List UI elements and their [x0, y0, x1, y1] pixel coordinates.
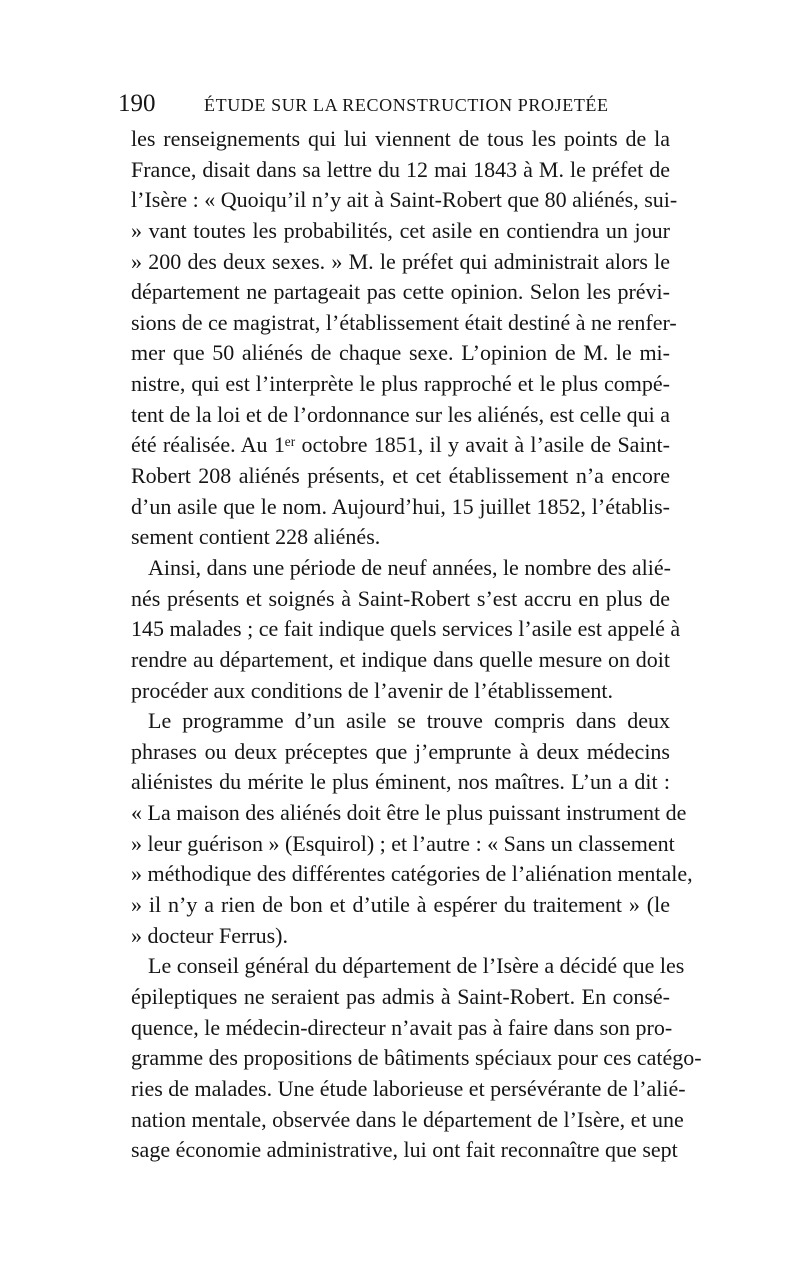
text-line: les renseignements qui lui viennent de tous les points de la [131, 126, 670, 151]
text-line: procéder aux conditions de l’avenir de l’établissement. [131, 677, 613, 703]
text-line: » il n’y a rien de bon et d’utile à espérer du traitement » (le [131, 892, 670, 918]
text-line: » méthodique des différentes catégories de l’aliénation mentale, [131, 861, 693, 887]
running-head [118, 88, 670, 120]
text-line: sage économie administrative, lui ont fait reconnaître que sept [131, 1137, 678, 1163]
text-line: » leur guérison » (Esquirol) ; et l’autre : « Sans un classement [131, 830, 675, 856]
text-line: tent de la loi et de l’ordonnance sur les aliénés, est celle qui a [131, 401, 670, 427]
text-line: ries de malades. Une étude laborieuse et persévérante de l’alié- [131, 1075, 686, 1101]
text-line: Le conseil général du département de l’Isère a décidé que les [148, 953, 685, 979]
text-line: quence, le médecin-directeur n’avait pas à faire dans son pro- [131, 1014, 673, 1040]
text-line: sions de ce magistrat, l’établissement était destiné à ne renfer- [131, 309, 677, 335]
text-line: Le programme d’un asile se trouve compris dans deux [148, 708, 670, 734]
text-line: aliénistes du mérite le plus éminent, nos maîtres. L’un a dit : [131, 769, 670, 795]
text-line: l’Isère : « Quoiqu’il n’y ait à Saint-Robert que 80 aliénés, sui- [131, 187, 678, 213]
text-line: « La maison des aliénés doit être le plus puissant instrument de [131, 800, 687, 826]
body-text [131, 124, 702, 1166]
text-line: 145 malades ; ce fait indique quels services l’asile est appelé à [131, 616, 681, 642]
text-line: sement contient 228 aliénés. [131, 524, 381, 550]
text-line: » 200 des deux sexes. » M. le préfet qui administrait alors le [131, 248, 670, 274]
page-number: 190 [118, 90, 156, 117]
text-line: Robert 208 aliénés présents, et cet établissement n’a encore [131, 463, 670, 489]
text-line: département ne partageait pas cette opinion. Selon les prévi- [131, 279, 670, 305]
text-line: rendre au département, et indique dans quelle mesure on doit [131, 646, 670, 672]
running-title: ÉTUDE SUR LA RECONSTRUCTION PROJETÉE [204, 95, 609, 115]
text-line: nation mentale, observée dans le département de l’Isère, et une [131, 1106, 684, 1132]
text-line: phrases ou deux préceptes que j’emprunte à deux médecins [131, 738, 670, 764]
text-line: mer que 50 aliénés de chaque sexe. L’opinion de M. le mi- [131, 340, 670, 366]
text-line: Ainsi, dans une période de neuf années, le nombre des alié- [148, 554, 671, 580]
text-line: gramme des propositions de bâtiments spéciaux pour ces catégo- [131, 1045, 702, 1071]
text-line: nistre, qui est l’interprète le plus rapproché et le plus compé- [131, 371, 670, 397]
text-line: France, disait dans sa lettre du 12 mai 1843 à M. le préfet de [131, 156, 670, 182]
text-line: épileptiques ne seraient pas admis à Saint-Robert. En consé- [131, 983, 670, 1009]
text-line: été réalisée. Au 1ᵉʳ octobre 1851, il y avait à l’asile de Saint- [131, 432, 670, 458]
text-line: » docteur Ferrus). [131, 922, 289, 948]
text-line: d’un asile que le nom. Aujourd’hui, 15 juillet 1852, l’établis- [131, 493, 670, 519]
text-line: nés présents et soignés à Saint-Robert s’est accru en plus de [131, 585, 670, 611]
text-line: » vant toutes les probabilités, cet asile en contiendra un jour [131, 217, 670, 243]
